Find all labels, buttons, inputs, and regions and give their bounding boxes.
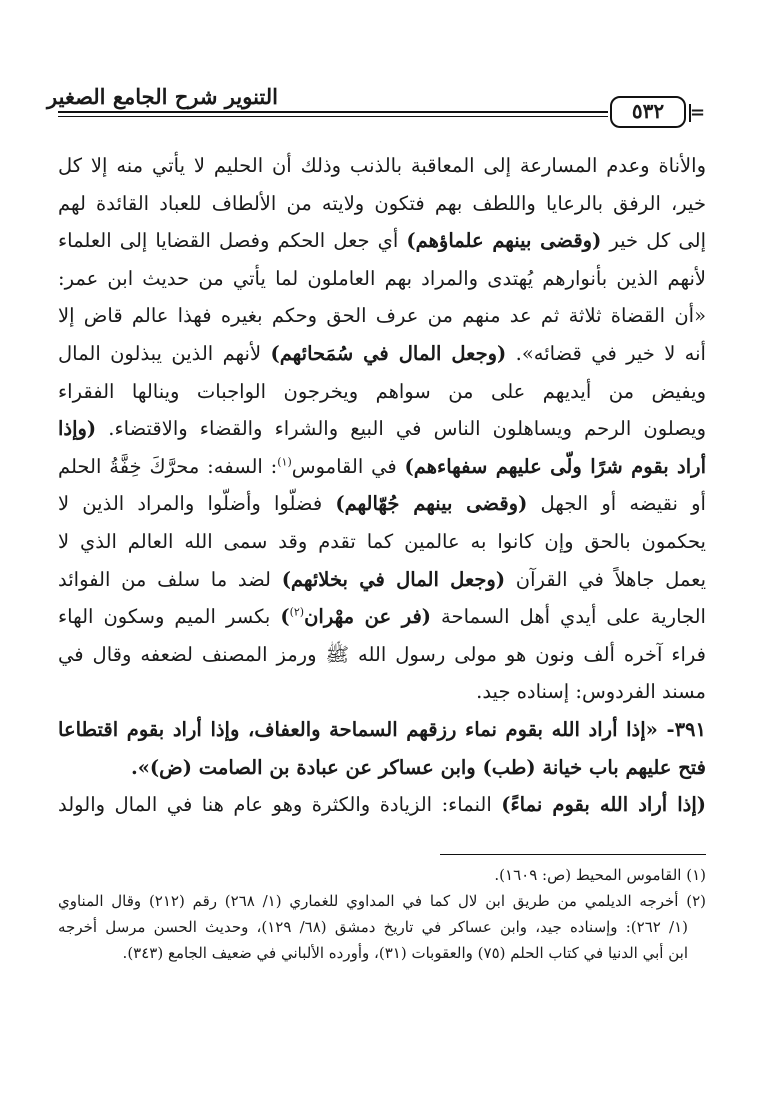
commentary-text: لأنهم الذين بأنوارهم يُهتدى والمراد بهم العاملون لما يأتي من حديث ابن عمر: xyxy=(58,266,706,290)
footnote-separator xyxy=(440,854,706,855)
commentary-text: فضلّوا وأضلّوا والمراد الذين لا xyxy=(58,492,336,516)
text-line xyxy=(58,297,706,335)
commentary-text: في القاموس xyxy=(291,454,405,478)
text-line xyxy=(58,335,706,373)
matn-text: (وقضى بينهم علماؤهم) xyxy=(406,229,602,253)
footnote-line: (١/ ٢٦٢): وإسناده جيد، وابن عساكر في تاريخ دمشق (٦٨/ ١٢٩)، وحديث الحسن مرسل أخرجه xyxy=(58,918,688,936)
commentary-text: أي جعل الحكم وفصل القضايا إلى العلماء xyxy=(58,229,407,253)
commentary-text: ويصلون الرحم ويساهلون الناس في البيع والشراء والقضاء والاقتضاء. xyxy=(96,417,706,441)
text-line xyxy=(58,185,706,223)
commentary-text: والأناة وعدم المسارعة إلى المعاقبة بالذنب وذلك أن الحليم لا يأتي منه إلا كل xyxy=(58,154,706,177)
footnote-line: (٢) أخرجه الديلمي من طريق ابن لال كما في المداوي للغماري (١/ ٢٦٨) رقم (٢١٢) وقال المناوي xyxy=(58,892,706,910)
text-line xyxy=(58,485,706,523)
body-text xyxy=(58,147,706,824)
footnotes xyxy=(58,858,706,966)
matn-text: (وإذا xyxy=(58,417,97,441)
page-number: ٥٣٢ xyxy=(610,96,686,128)
text-line xyxy=(58,448,706,486)
commentary-text: بكسر الميم وسكون الهاء xyxy=(58,605,281,629)
text-line xyxy=(58,749,706,787)
commentary-text: لضد ما سلف من الفوائد xyxy=(58,567,282,591)
commentary-text: : السفه: محرَّكَ خِفَّةُ الحلم xyxy=(58,454,278,478)
commentary-text: يحكمون بالحق وإن كانوا به عالمين كما تقدم وقد سمى الله العالم الذي لا xyxy=(58,529,706,553)
matn-text: (فر عن مهْران xyxy=(304,605,432,629)
commentary-text: خير، الرفق بالرعايا واللطف بهم فتكون ولايته من الألطاف للعباد القائدة لهم xyxy=(58,191,706,215)
text-line xyxy=(58,636,706,674)
commentary-text: فراء آخره ألف ونون هو مولى رسول الله ﷺ ورمز المصنف لضعفه وقال في xyxy=(58,642,706,666)
matn-text: (وجعل المال في بخلائهم) xyxy=(281,567,506,591)
commentary-text: إلى كل خير xyxy=(601,229,706,253)
commentary-text: يعمل جاهلاً في القرآن xyxy=(505,567,706,591)
footnote-line: ابن أبي الدنيا في كتاب الحلم (٧٥) والعقوبات (٣١)، وأورده الألباني في ضعيف الجامع (٣٤٣). xyxy=(122,944,688,962)
text-line xyxy=(58,673,706,711)
matn-text: ٣٩١- «إذا أراد الله بقوم نماء رزقهم السماحة والعفاف، وإذا أراد بقوم اقتطاعا xyxy=(58,717,706,741)
matn-text: فتح عليهم باب خيانة (طب) وابن عساكر عن عبادة بن الصامت (ض)». xyxy=(130,755,706,779)
matn-text: ) xyxy=(280,605,290,629)
text-line xyxy=(58,711,706,749)
commentary-text: أو نقيضه أو الجهل xyxy=(527,492,706,516)
text-line xyxy=(58,598,706,636)
text-line xyxy=(58,786,706,824)
text-line xyxy=(58,561,706,599)
header-rule-ornament: = xyxy=(690,102,706,123)
commentary-text: النماء: الزيادة والكثرة وهو عام هنا في المال والولد xyxy=(58,793,502,817)
matn-text: أراد بقوم شرًا ولّى عليهم سفهاءهم) xyxy=(404,454,706,478)
commentary-text: أنه لا خير في قضائه». xyxy=(506,341,706,365)
matn-text: (وقضى بينهم جُهّالهم) xyxy=(335,492,528,516)
text-line xyxy=(58,523,706,561)
commentary-text: مسند الفردوس: إسناده جيد. xyxy=(476,680,706,704)
running-title: التنوير شرح الجامع الصغير xyxy=(47,84,278,109)
matn-text: (وجعل المال في سُمَحائهم) xyxy=(270,341,507,365)
text-line xyxy=(58,260,706,298)
footnote-marker: (٢) xyxy=(289,605,305,619)
text-line xyxy=(58,410,706,448)
commentary-text: «أن القضاة ثلاثة ثم عد منهم من عرف الحق وحكم بغيره فهذا عالم قاض إلا xyxy=(58,304,706,328)
commentary-text: ويفيض من أيديهم على من سواهم ويخرجون الواجبات وينالها الفقراء xyxy=(58,379,706,403)
commentary-text: لأنهم الذين يبذلون المال xyxy=(58,341,271,365)
matn-text: (إذا أراد الله بقوم نماءً) xyxy=(501,793,706,817)
text-line xyxy=(58,222,706,260)
footnote-marker: (١) xyxy=(277,455,292,469)
header-rule-thin xyxy=(58,116,608,117)
commentary-text: الجارية على أيدي أهل السماحة xyxy=(431,605,706,629)
header-rule-thick xyxy=(58,111,608,113)
text-line xyxy=(58,373,706,411)
text-line xyxy=(58,147,706,185)
footnote-line: (١) القاموس المحيط (ص: ١٦٠٩). xyxy=(494,866,706,884)
